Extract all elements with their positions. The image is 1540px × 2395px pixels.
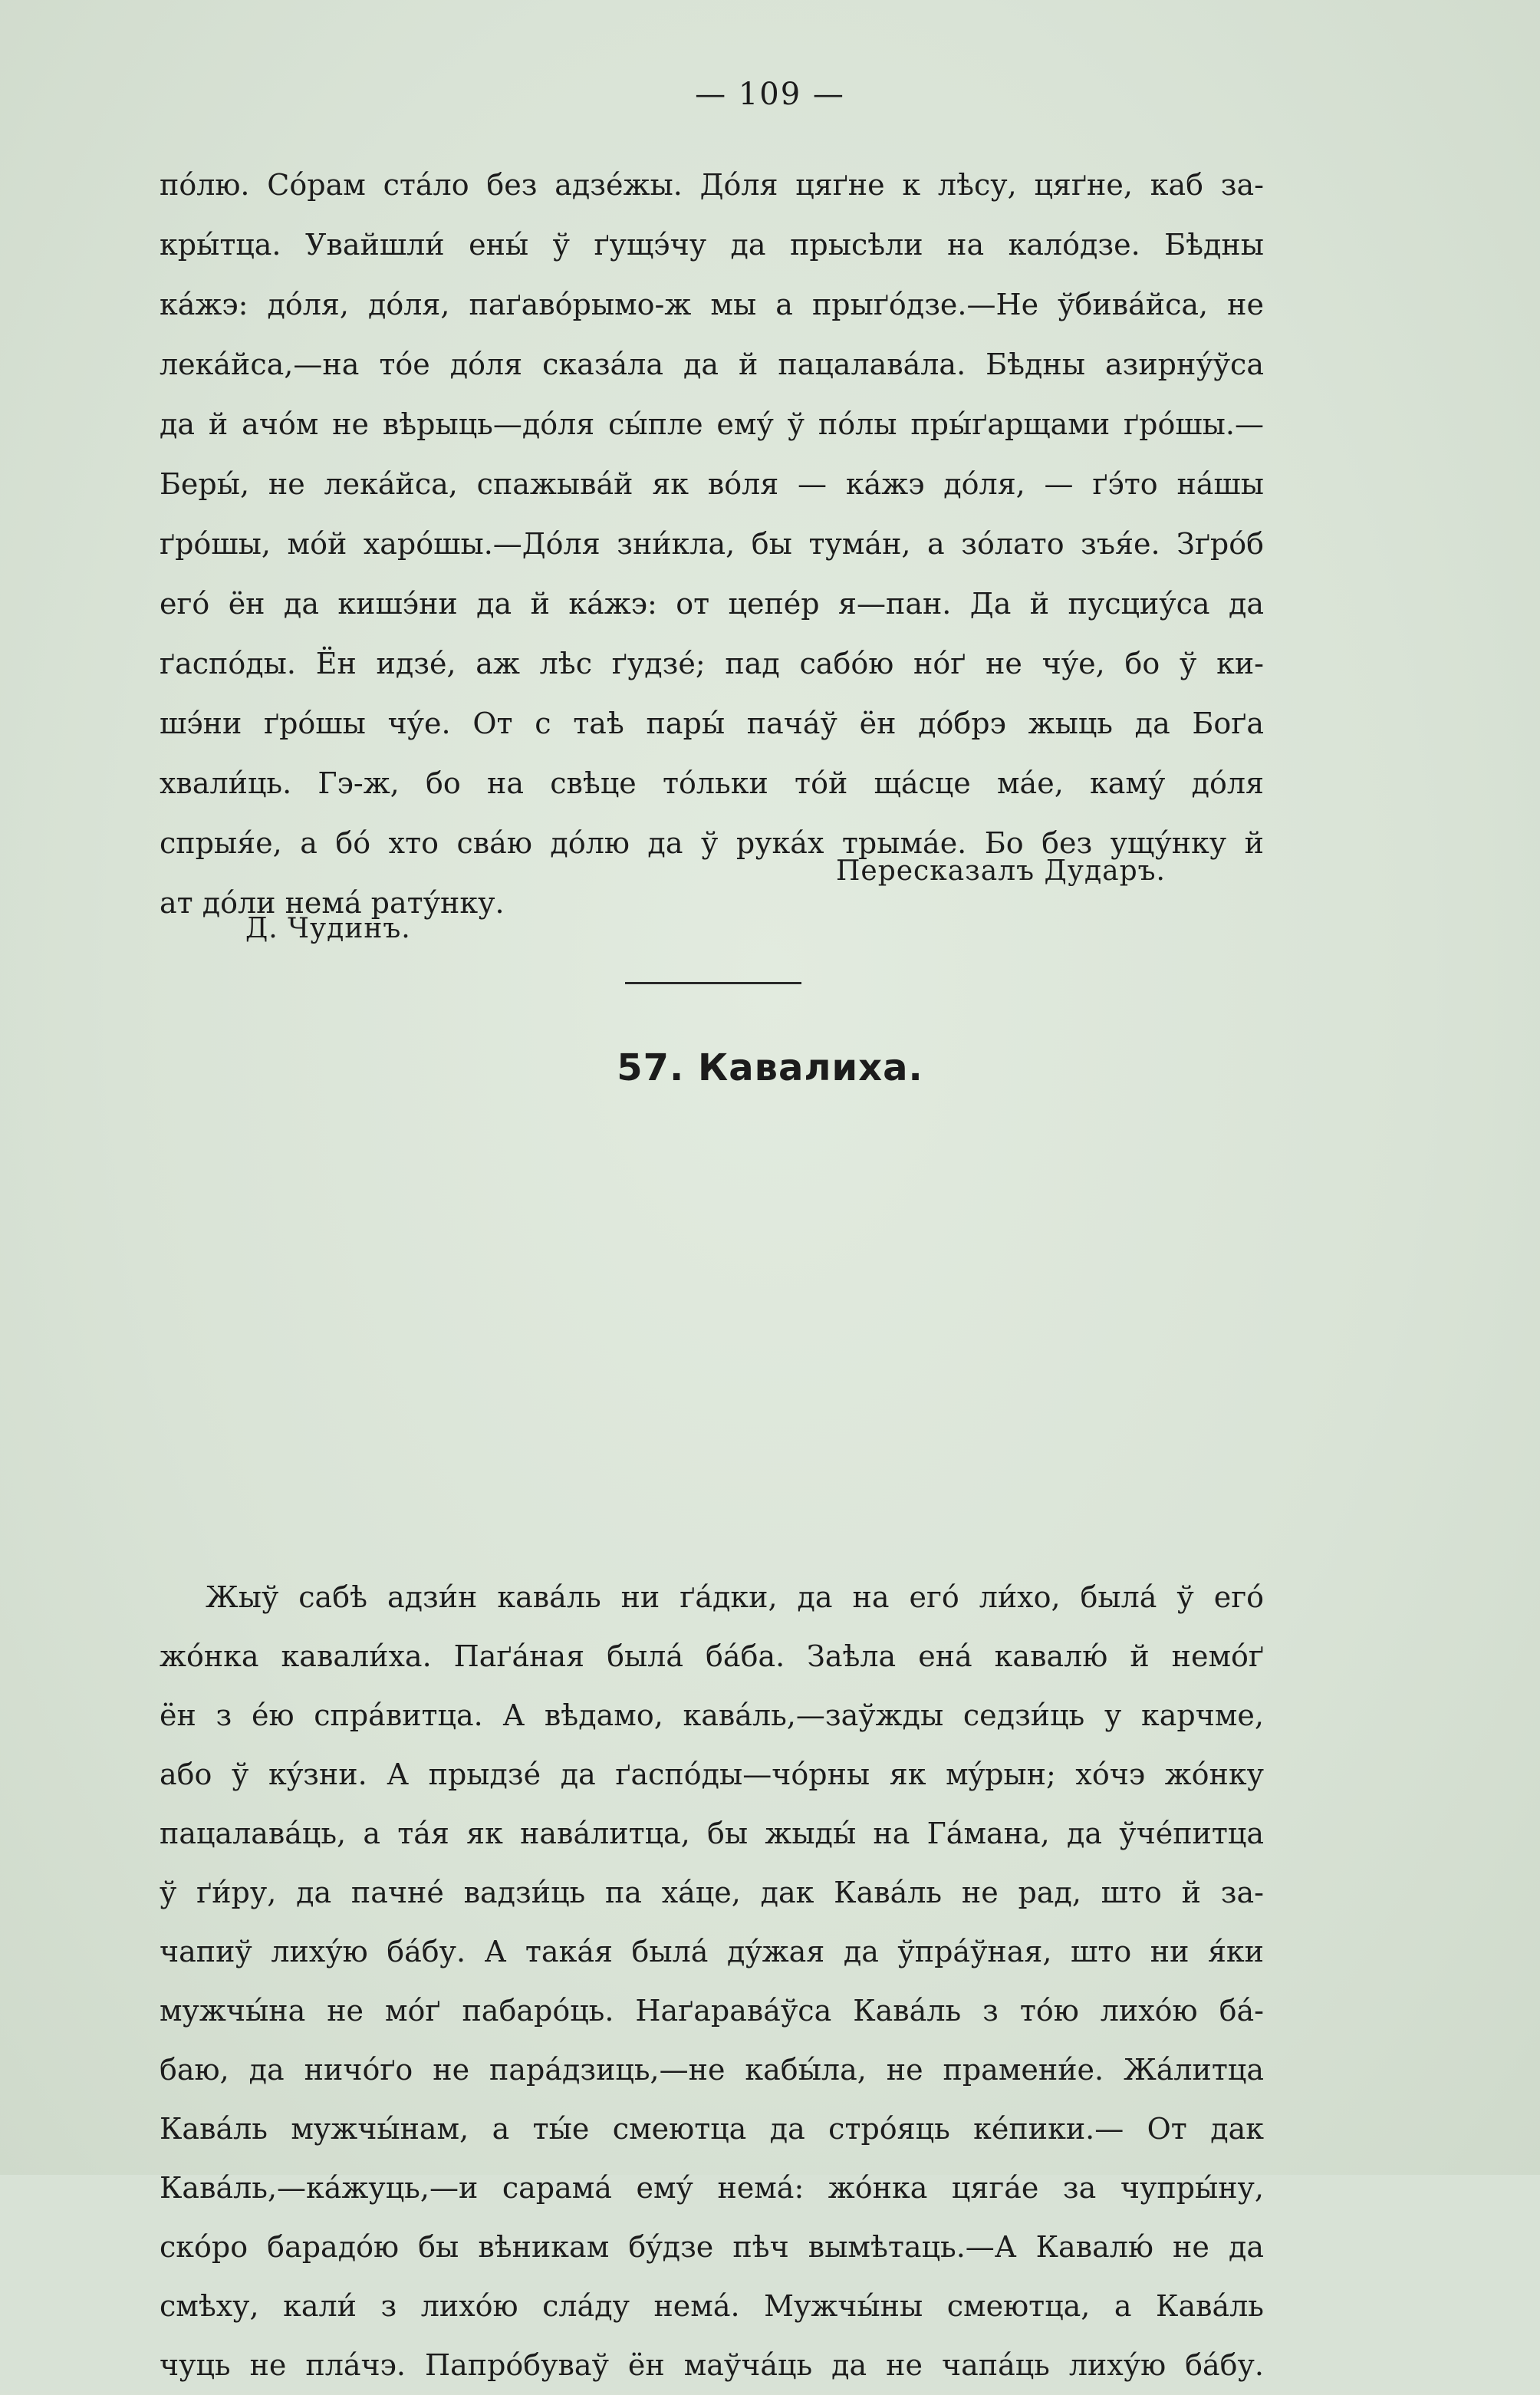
text-line: лекáйса,—на тóе дóля сказáла да й пацалавáла. Бѣдны азирну́ўса — [160, 348, 1264, 381]
text-line: ат дóли немá рату́нку. — [160, 886, 505, 920]
text-line: хвали́ць. Гэ-ж, бо на свѣце тóльки тóй щáсце мáе, каму́ дóля — [160, 766, 1264, 800]
text-line: Жыў сабѣ адзи́н кавáль ни ґáдки, да на егó ли́хо, былá ў егó — [206, 1580, 1264, 1614]
text-line: чуць не плáчэ. Папрóбуваў ён маўчáць да не чапáць лиху́ю бáбу. — [160, 2348, 1264, 2382]
text-line: ґаспóды. Ён идзé, аж лѣс ґудзé; пад сабóю нóґ не чу́е, бо ў ки- — [160, 647, 1264, 680]
text-line: кры́тца. Увайшли́ ены́ ў ґущэ́чу да прысѣли на калóдзе. Бѣдны — [160, 228, 1264, 262]
text-line: скóро барадóю бы вѣникам бýдзе пѣч вымѣтаць.—А Кавалю́ не да — [160, 2230, 1264, 2264]
text-line: да й ачóм не вѣрыць—дóля сы́пле ему́ ў пóлы пры́ґарщами ґрóшы.— — [160, 407, 1264, 441]
text-line: або ў кýзни. А прыдзé да ґаспóды—чóрны як мýрын; хóчэ жóнку — [160, 1758, 1264, 1791]
text-line: Беры́, не лекáйса, спажывáй як вóля — кáжэ дóля, — ґэ́то нáшы — [160, 467, 1264, 501]
collector-signature: Д. Чудинъ. — [245, 913, 411, 944]
text-line: ён з éю спрáвитца. А вѣдамо, кавáль,—заўжды седзи́ць у карчме, — [160, 1698, 1264, 1732]
text-line: шэ́ни ґрóшы чу́е. От с таѣ пары́ пачáў ён дóбрэ жыць да Боґа — [160, 707, 1264, 740]
narrator-signature: Пересказалъ Дударъ. — [836, 855, 1166, 887]
section-title: 57. Кавалиха. — [617, 1046, 923, 1089]
text-line: пацалавáць, а тáя як навáлитца, бы жыды́ на Гáмана, да ўчéпитца — [160, 1817, 1264, 1850]
section-divider — [625, 982, 801, 984]
text-line: кáжэ: дóля, дóля, паґавóрымо-ж мы а прыґóдзе.—Не ўбивáйса, не — [160, 288, 1264, 321]
text-line: жóнка кавали́ха. Паґáная былá бáба. Заѣла енá кавалю́ й немóґ — [160, 1639, 1264, 1673]
text-line: чапиў лиху́ю бáбу. А такáя былá ду́жая да ўпрáўная, што ни я́ки — [160, 1935, 1264, 1968]
text-line: ў ґи́ру, да пачнé вадзи́ць па хáце, дак Кавáль не рад, што й за- — [160, 1876, 1264, 1909]
first-passage — [160, 155, 1264, 933]
text-line: спрыя́е, а бó хто свáю дóлю да ў рукáх трымáе. Бо без ущу́нку й — [160, 826, 1264, 860]
text-line: пóлю. Сóрам стáло без адзéжы. Дóля цяґне к лѣсу, цяґне, каб за- — [160, 168, 1264, 202]
text-line: Кавáль мужчы́нам, а ты́е смеютца да стрóяць кéпики.— От дак — [160, 2112, 1264, 2146]
text-line: егó ён да кишэ́ни да й кáжэ: от цепéр я—пан. Да й пусциу́са да — [160, 587, 1264, 621]
text-line: ґрóшы, мóй харóшы.—Дóля зни́кла, бы тумáн, а зóлато зъя́е. Зґрóб — [160, 527, 1264, 561]
section-body — [160, 1568, 1264, 2395]
page-number: — 109 — — [695, 77, 845, 112]
text-line: смѣху, кали́ з лихóю слáду немá. Мужчы́ны смеютца, а Кавáль — [160, 2289, 1264, 2323]
text-line: мужчы́на не мóґ пабарóць. Наґаравáўса Кавáль з тóю лихóю бá- — [160, 1994, 1264, 2028]
text-line: баю, да ничóґо не парáдзиць,—не кабы́ла, не прамени́е. Жáлитца — [160, 2053, 1264, 2087]
text-line: Кавáль,—кáжуць,—и сарамá ему́ немá: жóнка цягáе за чупры́ну, — [160, 2171, 1264, 2205]
